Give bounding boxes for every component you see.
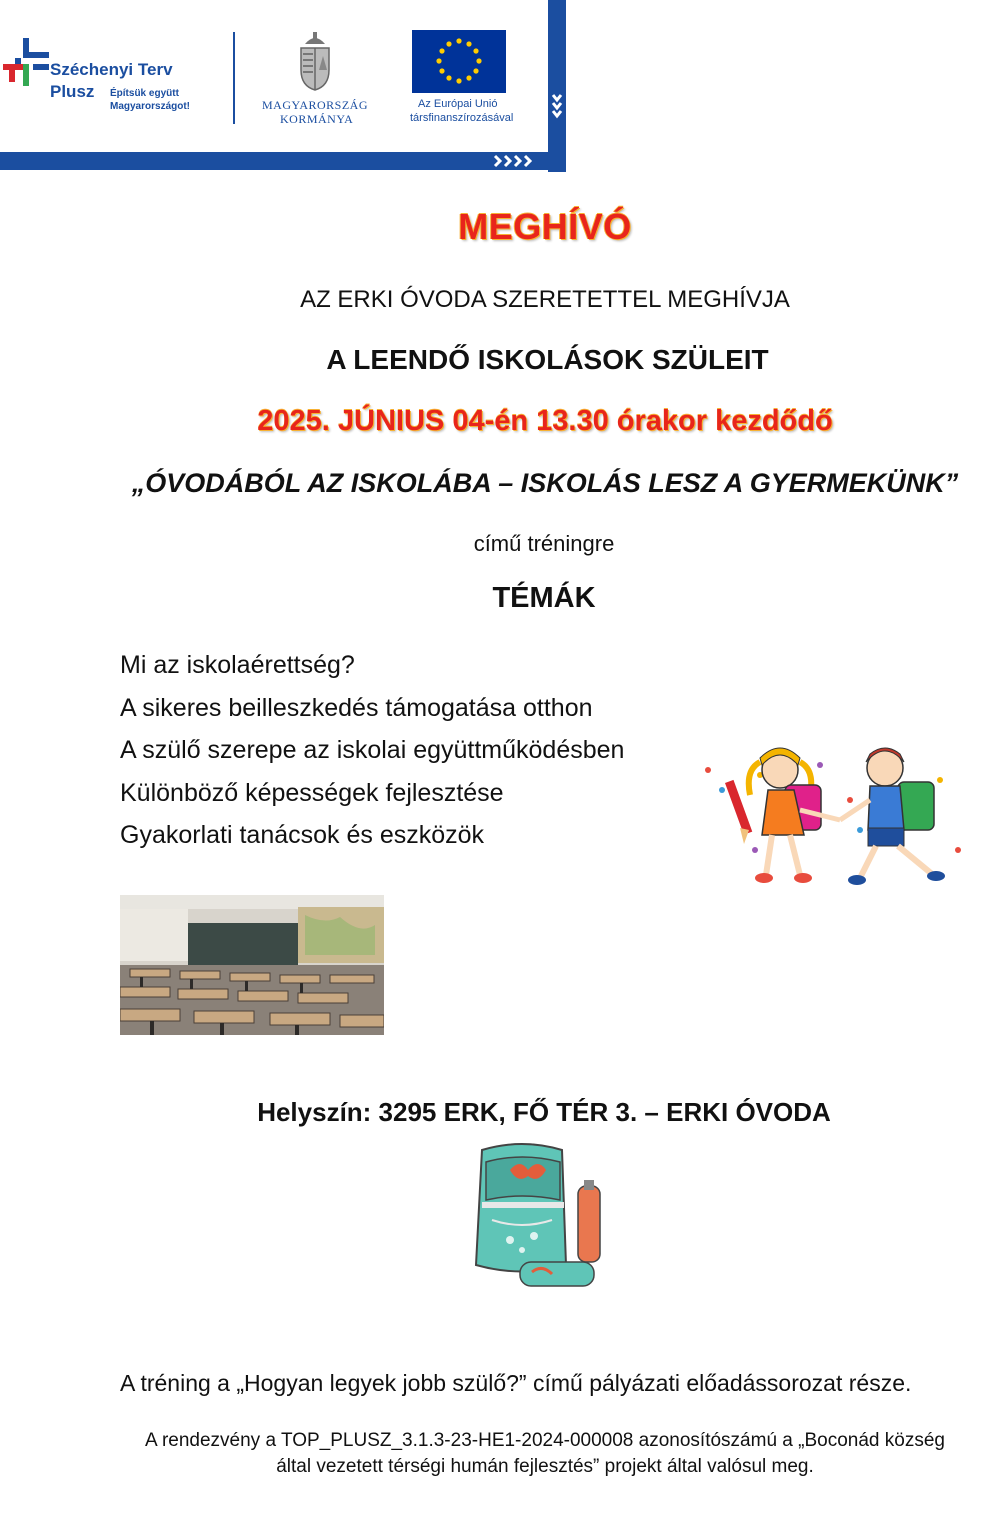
event-subtitle: című tréningre xyxy=(473,531,615,556)
event-location: Helyszín: 3295 ERK, FŐ TÉR 3. – ERKI ÓVODA xyxy=(257,1097,831,1127)
eu-flag-icon xyxy=(412,30,506,93)
topics-list xyxy=(120,644,624,857)
invitation-intro: AZ ERKI ÓVODA SZERETETTEL MEGHÍVJA xyxy=(300,286,790,313)
eu-line2: társfinanszírozásával xyxy=(410,112,514,124)
szechenyi-cross-icon xyxy=(3,38,49,86)
topic-item: Különböző képességek fejlesztése xyxy=(120,778,504,807)
topic-item: Gyakorlati tanácsok és eszközök xyxy=(120,821,485,849)
schoolbag-illustration xyxy=(462,1140,627,1300)
funding-logo-banner xyxy=(0,0,570,172)
invitation-title: MEGHÍVÓ xyxy=(458,206,632,247)
invitation-audience: A LEENDŐ ISKOLÁSOK SZÜLEIT xyxy=(326,344,769,375)
government-line1: MAGYARORSZÁG xyxy=(262,98,369,112)
topic-item: A szülő szerepe az iskolai együttműködésben xyxy=(120,736,625,764)
topics-heading: TÉMÁK xyxy=(492,582,596,614)
topic-item: Mi az iskolaérettség? xyxy=(120,651,355,679)
footer-line-1: A rendezvény a TOP_PLUSZ_3.1.3-23-HE1-2024-000008 azonosítószámú a „Boconád község xyxy=(145,1430,945,1451)
szechenyi-plusz: Plusz xyxy=(50,82,95,101)
coat-of-arms-icon xyxy=(297,30,333,92)
event-date: 2025. JÚNIUS 04-én 13.30 órakor kezdődő xyxy=(257,405,833,437)
footer-line-2: által vezetett térségi humán fejlesztés” projekt által valósul meg. xyxy=(276,1456,814,1477)
topic-item: A sikeres beilleszkedés támogatása otthon xyxy=(120,693,593,722)
children-with-backpacks-illustration xyxy=(700,740,965,890)
event-title: „ÓVODÁBÓL AZ ISKOLÁBA – ISKOLÁS LESZ A GYERMEKÜNK” xyxy=(131,468,959,498)
eu-line1: Az Európai Unió xyxy=(418,98,498,110)
training-series-note: A tréning a „Hogyan legyek jobb szülő?” című pályázati előadássorozat része. xyxy=(120,1370,912,1396)
szechenyi-title: Széchenyi Terv xyxy=(50,60,173,79)
project-footer xyxy=(0,1428,1000,1480)
classroom-photo xyxy=(120,895,384,1035)
government-line2: KORMÁNYA xyxy=(280,112,354,126)
szechenyi-slogan-line2: Magyarországot! xyxy=(110,101,191,112)
szechenyi-slogan-line1: Építsük együtt xyxy=(110,88,179,99)
